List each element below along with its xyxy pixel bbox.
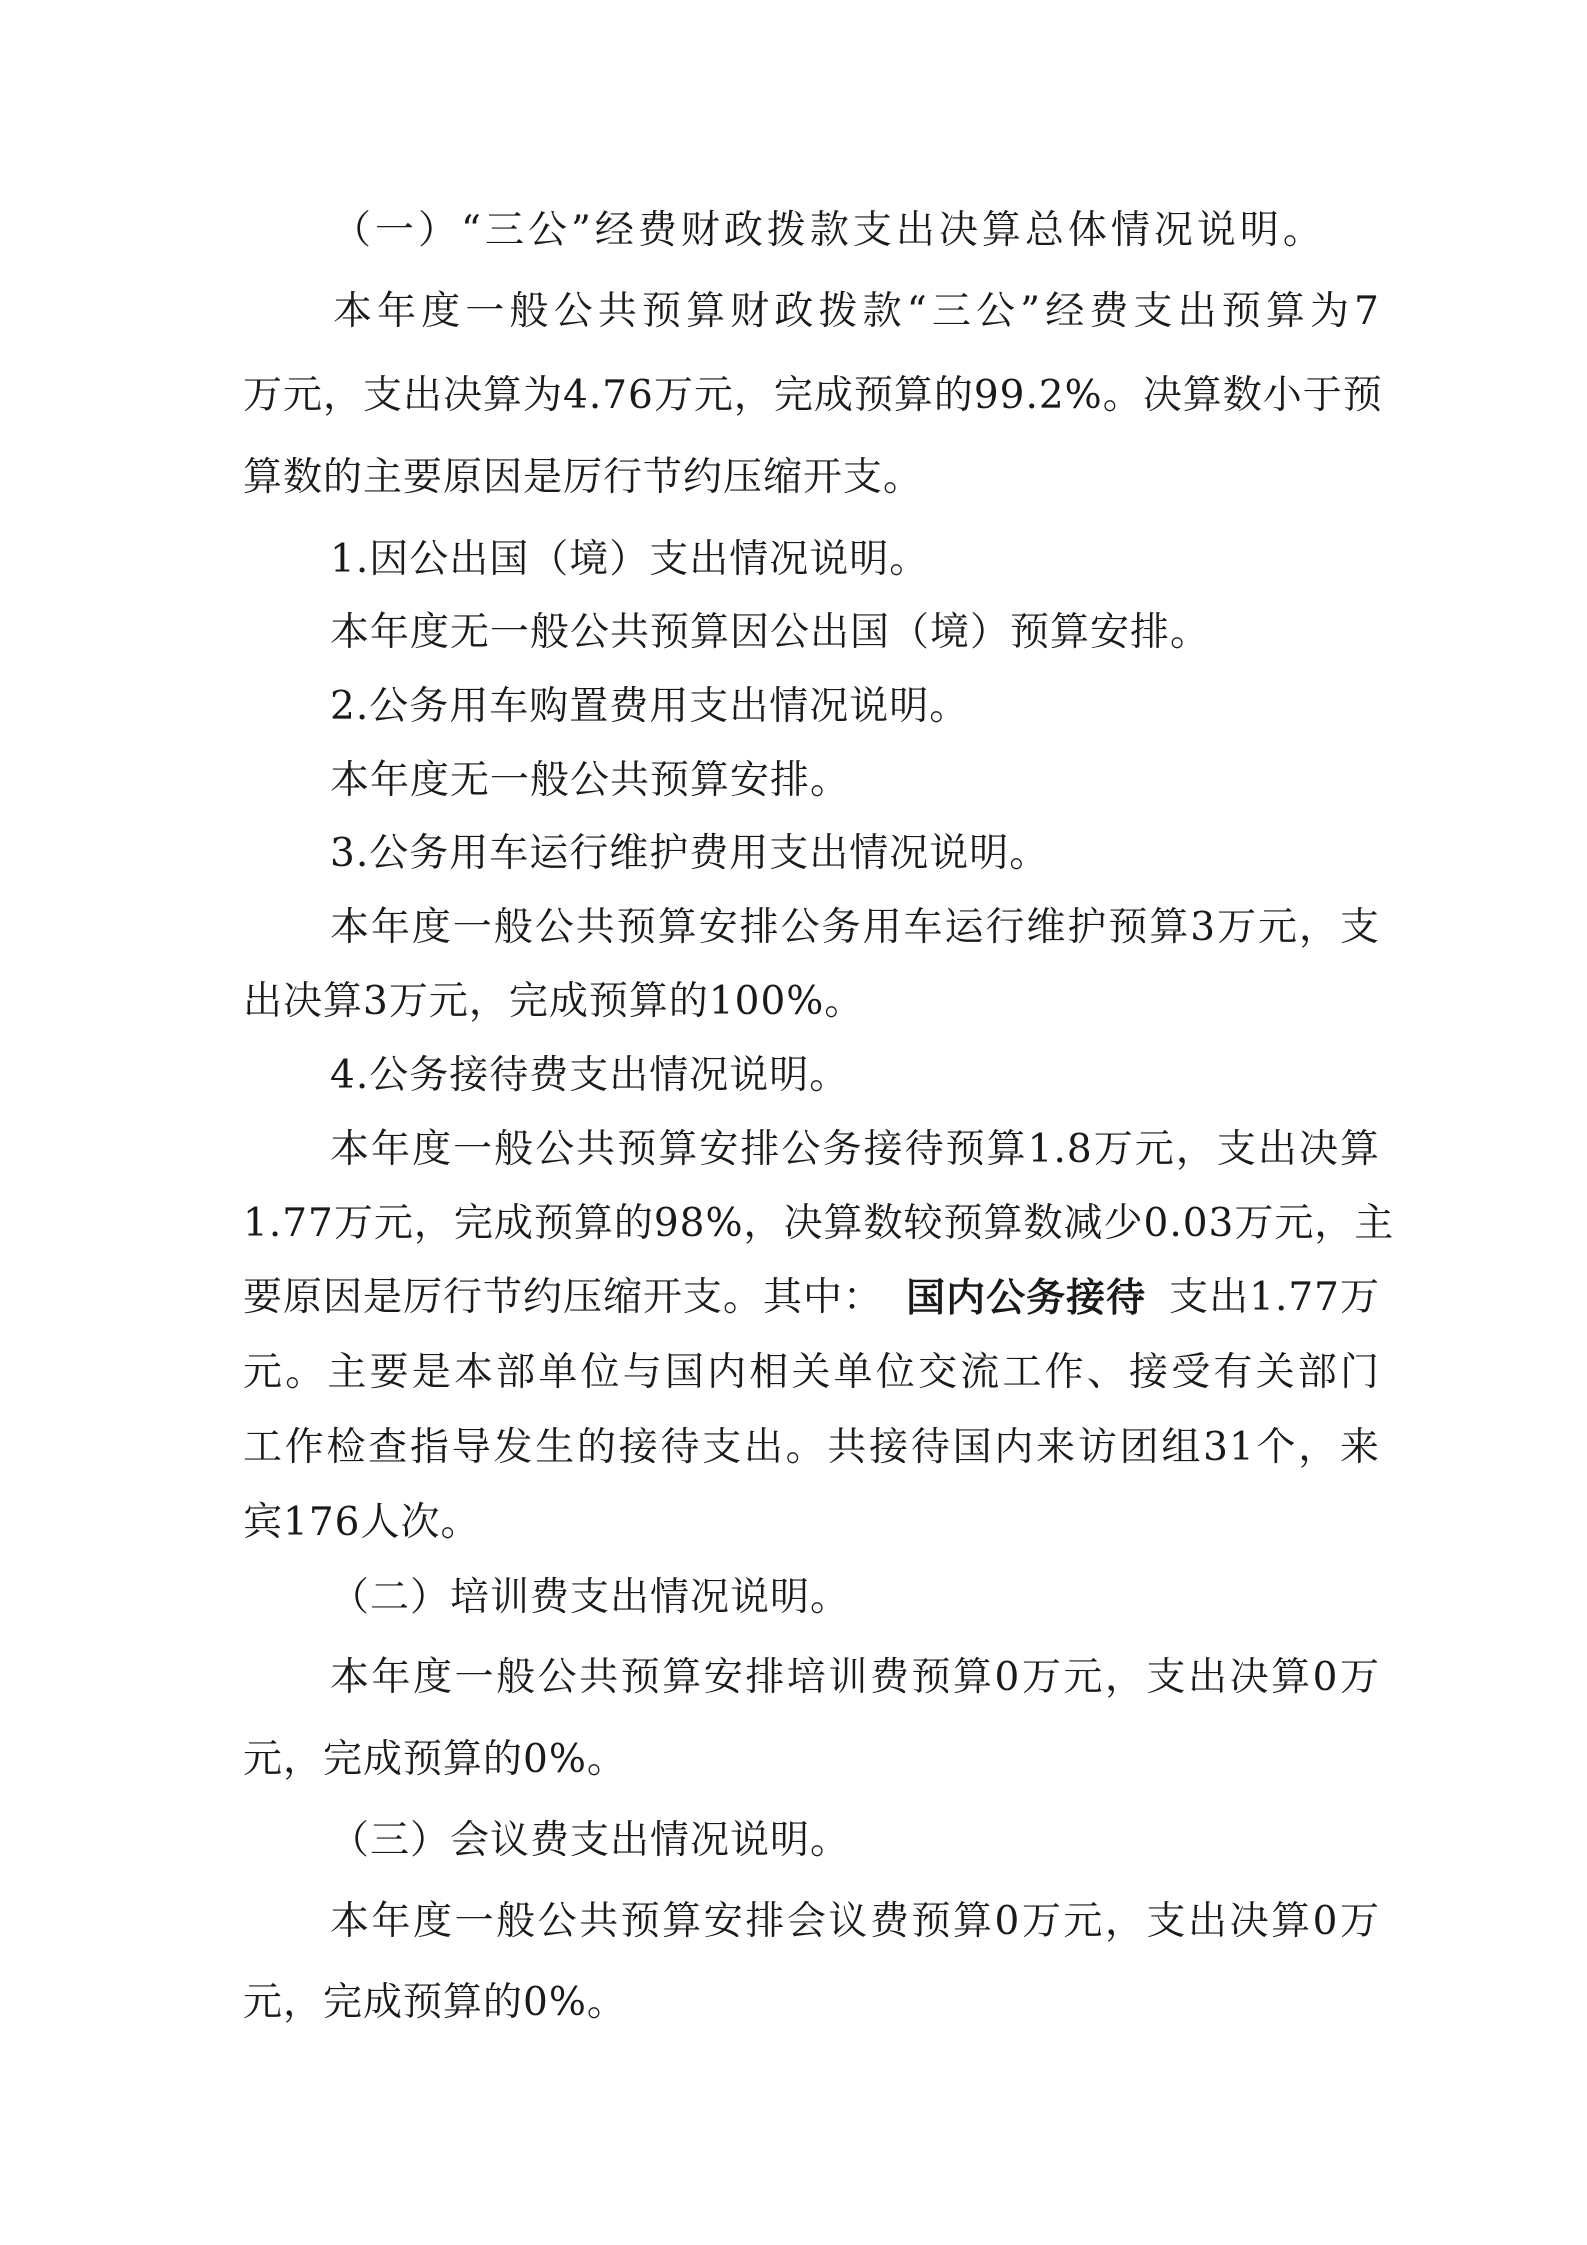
item-1-text: 本年度无一般公共预算因公出国（境）预算安排。 bbox=[330, 610, 1211, 655]
item-2-heading: 2.公务用车购置费用支出情况说明。 bbox=[330, 684, 970, 729]
section-2-line-2: 元，完成预算的0%。 bbox=[243, 1737, 627, 1782]
item-4-line-3-bold: 国内公务接待 bbox=[906, 1275, 1147, 1321]
item-3-heading: 3.公务用车运行维护费用支出情况说明。 bbox=[330, 831, 1050, 876]
section-3-line-1: 本年度一般公共预算安排会议费预算0万元，支出决算0万 bbox=[330, 1899, 1380, 1944]
section-3-line-2: 元，完成预算的0%。 bbox=[243, 1980, 627, 2025]
item-4-line-3-pre: 要原因是厉行节约压缩开支。其中： bbox=[243, 1275, 884, 1320]
section-3-heading: （三）会议费支出情况说明。 bbox=[330, 1818, 851, 1863]
section-1-heading: （一）“三公”经费财政拨款支出决算总体情况说明。 bbox=[332, 208, 1326, 253]
section-2-heading: （二）培训费支出情况说明。 bbox=[330, 1575, 851, 1620]
section-1-line-2: 万元，支出决算为4.76万元，完成预算的99.2%。决算数小于预 bbox=[243, 373, 1383, 418]
item-4-heading: 4.公务接待费支出情况说明。 bbox=[330, 1053, 850, 1098]
item-4-line-1: 本年度一般公共预算安排公务接待预算1.8万元，支出决算 bbox=[330, 1127, 1380, 1172]
item-4-line-6: 宾176人次。 bbox=[243, 1500, 481, 1545]
item-3-line-2: 出决算3万元，完成预算的100%。 bbox=[243, 979, 865, 1024]
item-4-line-2: 1.77万元，完成预算的98%，决算数较预算数减少0.03万元，主 bbox=[243, 1201, 1395, 1246]
section-1-line-1: 本年度一般公共预算财政拨款“三公”经费支出预算为7 bbox=[333, 289, 1380, 334]
item-4-line-3 bbox=[243, 1274, 1380, 1322]
item-2-text: 本年度无一般公共预算安排。 bbox=[330, 758, 851, 803]
item-4-line-5: 工作检查指导发生的接待支出。共接待国内来访团组31个，来 bbox=[243, 1425, 1380, 1470]
item-4-line-4: 元。主要是本部单位与国内相关单位交流工作、接受有关部门 bbox=[243, 1350, 1380, 1395]
item-4-line-3-post: 支出1.77万 bbox=[1169, 1275, 1380, 1320]
section-1-line-3: 算数的主要原因是厉行节约压缩开支。 bbox=[243, 455, 924, 500]
item-3-line-1: 本年度一般公共预算安排公务用车运行维护预算3万元，支 bbox=[330, 905, 1380, 950]
item-1-heading: 1.因公出国（境）支出情况说明。 bbox=[330, 537, 930, 582]
section-2-line-1: 本年度一般公共预算安排培训费预算0万元，支出决算0万 bbox=[330, 1655, 1380, 1700]
